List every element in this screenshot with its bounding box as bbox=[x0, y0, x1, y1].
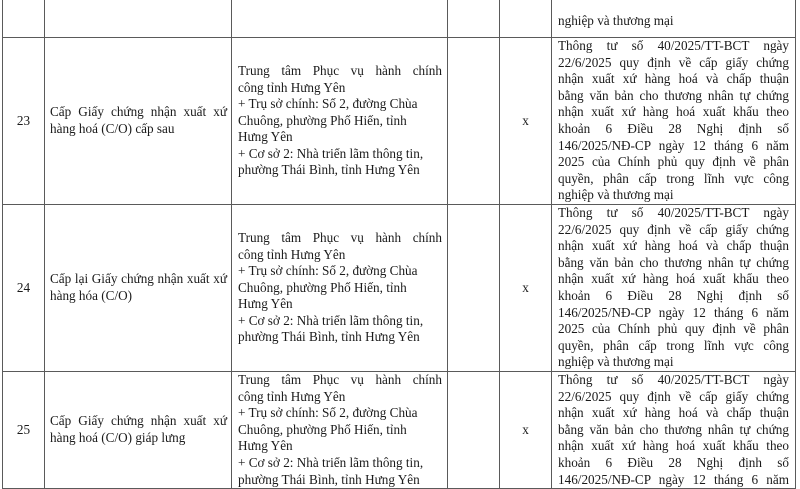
legal-line: 22/6/2025 quy định về cấp giấy chứng bbox=[558, 388, 789, 404]
legal-line: Thông tư số 40/2025/TT-BCT ngày bbox=[558, 38, 789, 53]
legal-line: 146/2025/NĐ-CP ngày 12 tháng 6 năm bbox=[558, 471, 789, 487]
place-line: phường Thái Bình, tỉnh Hưng Yên bbox=[238, 471, 420, 487]
table-row bbox=[3, 372, 796, 489]
procedure-name: Cấp lại Giấy chứng nhận xuất xứ hàng hóa (C/O) bbox=[50, 271, 227, 303]
legal-basis-cell bbox=[552, 38, 796, 205]
table-row bbox=[3, 38, 796, 205]
legal-line: 2025 của Chính phủ quy định về phân bbox=[558, 154, 789, 170]
legal-line: 22/6/2025 quy định về cấp giấy chứng bbox=[558, 54, 789, 70]
legal-line: nhận xuất xứ hàng hoá xuất khẩu theo bbox=[558, 104, 789, 120]
legal-line: Thông tư số 40/2025/TT-BCT ngày bbox=[558, 205, 789, 220]
legal-line: nhận xuất xứ hàng hoá xuất khẩu theo bbox=[558, 271, 789, 287]
col-b-cell bbox=[500, 0, 552, 38]
col-b-cell: x bbox=[500, 372, 552, 489]
legal-basis-cell bbox=[552, 0, 796, 38]
legal-line: 2025 của Chính phủ quy định về phân bbox=[558, 321, 789, 337]
stt-cell: 24 bbox=[3, 205, 45, 372]
col-a-cell bbox=[448, 0, 500, 38]
legal-line: 22/6/2025 quy định về cấp giấy chứng bbox=[558, 221, 789, 237]
place-line: + Cơ sở 2: Nhà triển lãm thông tin, bbox=[238, 454, 424, 470]
legal-line: nghiệp và thương mại bbox=[558, 187, 674, 203]
col-a-cell bbox=[448, 205, 500, 372]
legal-basis-cell bbox=[552, 372, 796, 489]
place-line: + Trụ sở chính: Số 2, đường Chùa bbox=[238, 405, 418, 421]
place-line: công tỉnh Hưng Yên bbox=[238, 79, 346, 95]
place-line: công tỉnh Hưng Yên bbox=[238, 246, 346, 262]
place-line: + Trụ sở chính: Số 2, đường Chùa bbox=[238, 96, 418, 112]
place-line: Chuông, phường Phố Hiến, tỉnh bbox=[238, 421, 407, 437]
legal-line: 146/2025/NĐ-CP ngày 12 tháng 6 năm bbox=[558, 137, 789, 153]
place-cell bbox=[232, 372, 448, 489]
procedure-name: Cấp Giấy chứng nhận xuất xứ hàng hoá (C/O) cấp sau bbox=[50, 104, 227, 136]
place-line: Chuông, phường Phố Hiến, tỉnh bbox=[238, 112, 407, 128]
legal-line: nhận xuất xứ hàng hoá xuất khẩu theo bbox=[558, 438, 789, 454]
procedure-name-cell bbox=[45, 372, 232, 489]
legal-line: nhận xuất xứ hàng hoá và chấp thuận bbox=[558, 71, 789, 87]
col-a-cell bbox=[448, 372, 500, 489]
place-line: Trung tâm Phục vụ hành chính bbox=[238, 229, 442, 245]
place-line: + Cơ sở 2: Nhà triển lãm thông tin, bbox=[238, 312, 424, 328]
stt-cell: 23 bbox=[3, 38, 45, 205]
place-line: + Trụ sở chính: Số 2, đường Chùa bbox=[238, 263, 418, 279]
legal-line: nhận xuất xứ hàng hoá và chấp thuận bbox=[558, 238, 789, 254]
legal-line: bằng văn bản cho thương nhân tự chứng bbox=[558, 87, 789, 103]
table-row-fragment bbox=[3, 0, 796, 38]
procedure-name-cell bbox=[45, 205, 232, 372]
legal-line: khoản 6 Điều 28 Nghị định số bbox=[558, 120, 789, 136]
place-line: Trung tâm Phục vụ hành chính bbox=[238, 62, 442, 78]
place-cell bbox=[232, 38, 448, 205]
col-a-cell bbox=[448, 38, 500, 205]
place-line: Hưng Yên bbox=[238, 438, 293, 454]
place-line: + Cơ sở 2: Nhà triển lãm thông tin, bbox=[238, 145, 424, 161]
legal-line: bằng văn bản cho thương nhân tự chứng bbox=[558, 421, 789, 437]
legal-basis-cell bbox=[552, 205, 796, 372]
col-b-cell: x bbox=[500, 205, 552, 372]
legal-line: khoản 6 Điều 28 Nghị định số bbox=[558, 287, 789, 303]
legal-line: khoản 6 Điều 28 Nghị định số bbox=[558, 454, 789, 470]
procedure-name-cell bbox=[45, 0, 232, 38]
procedure-name: Cấp Giấy chứng nhận xuất xứ hàng hoá (C/O) giáp lưng bbox=[50, 413, 227, 446]
place-line: Hưng Yên bbox=[238, 129, 293, 145]
col-b-cell: x bbox=[500, 38, 552, 205]
legal-line: Thông tư số 40/2025/TT-BCT ngày bbox=[558, 372, 789, 387]
place-line: Hưng Yên bbox=[238, 296, 293, 312]
legal-line: nghiệp và thương mại bbox=[558, 354, 674, 370]
procedures-table bbox=[2, 0, 796, 489]
place-line: Trung tâm Phục vụ hành chính bbox=[238, 372, 442, 387]
legal-line: quyền, phân cấp trong lĩnh vực công bbox=[558, 170, 789, 186]
legal-line: quyền, phân cấp trong lĩnh vực công bbox=[558, 337, 789, 353]
place-line: phường Thái Bình, tỉnh Hưng Yên bbox=[238, 329, 420, 345]
place-line: công tỉnh Hưng Yên bbox=[238, 388, 346, 404]
stt-cell: 25 bbox=[3, 372, 45, 489]
stt-cell bbox=[3, 0, 45, 38]
table-row bbox=[3, 205, 796, 372]
place-cell bbox=[232, 0, 448, 38]
procedure-name-cell bbox=[45, 38, 232, 205]
place-cell bbox=[232, 205, 448, 372]
place-line: Chuông, phường Phố Hiến, tỉnh bbox=[238, 279, 407, 295]
legal-line: bằng văn bản cho thương nhân tự chứng bbox=[558, 254, 789, 270]
place-line: phường Thái Bình, tỉnh Hưng Yên bbox=[238, 162, 420, 178]
legal-line: nghiệp và thương mại bbox=[558, 13, 674, 29]
legal-line: 146/2025/NĐ-CP ngày 12 tháng 6 năm bbox=[558, 304, 789, 320]
legal-line: nhận xuất xứ hàng hoá và chấp thuận bbox=[558, 405, 789, 421]
